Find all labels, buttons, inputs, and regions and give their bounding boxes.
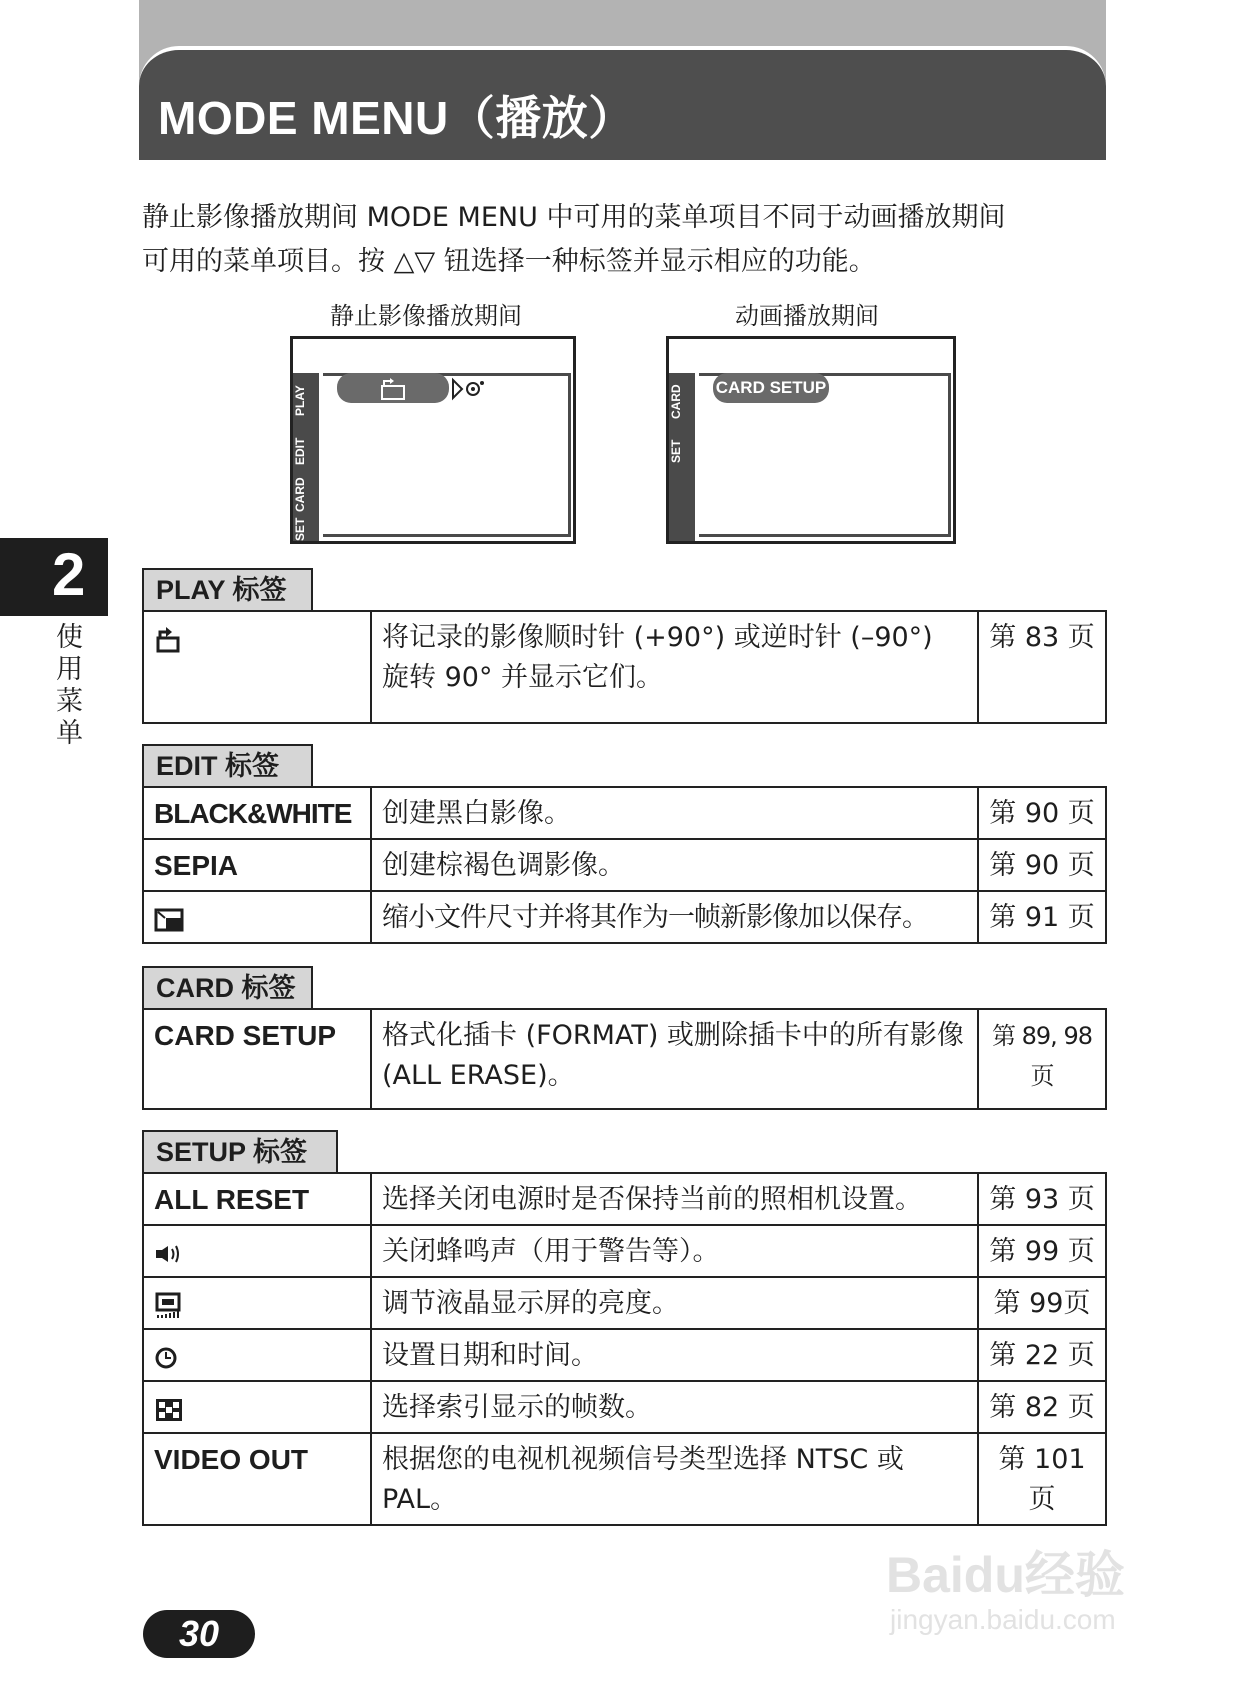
setup-tab-label: SETUP 标签 <box>142 1130 338 1172</box>
item-cell <box>143 611 371 723</box>
page-number: 30 <box>143 1610 255 1658</box>
item-cell: ALL RESET <box>143 1173 371 1225</box>
desc-cell: 调节液晶显示屏的亮度。 <box>371 1277 978 1329</box>
item-cell <box>143 1329 371 1381</box>
monitor-brightness-icon <box>154 1292 184 1320</box>
table-row <box>143 1277 1106 1329</box>
item-cell: CARD SETUP <box>143 1009 371 1109</box>
edit-tab-label: EDIT 标签 <box>142 744 313 786</box>
desc-cell: 选择索引显示的帧数。 <box>371 1381 978 1433</box>
table-row <box>143 1173 1106 1225</box>
watermark-url: jingyan.baidu.com <box>890 1604 1116 1635</box>
page-ref: 第 83 页 <box>978 611 1106 723</box>
desc-cell: 将记录的影像顺时针 (+90°) 或逆时针 (–90°) 旋转 90° 并显示它们。 <box>371 611 978 723</box>
table-row <box>143 787 1106 839</box>
play-table <box>142 610 1107 724</box>
table-row <box>143 611 1106 723</box>
page-ref: 第 101 页 <box>978 1433 1106 1525</box>
page-ref: 第 99 页 <box>978 1225 1106 1277</box>
tab-set: SET <box>293 517 307 541</box>
desc-cell: 创建棕褐色调影像。 <box>371 839 978 891</box>
item-cell <box>143 891 371 943</box>
desc-cell: 设置日期和时间。 <box>371 1329 978 1381</box>
watermark-logo: Baidu经验 <box>886 1547 1125 1603</box>
item-cell <box>143 1277 371 1329</box>
chapter-number: 2 <box>52 541 86 608</box>
index-frames-icon <box>154 1397 184 1423</box>
item-cell <box>143 1225 371 1277</box>
movie-screen-caption: 动画播放期间 <box>735 302 879 330</box>
card-setup-menu-item: CARD SETUP <box>713 373 829 403</box>
rotate-icon <box>376 377 410 401</box>
card-tab-label: CARD 标签 <box>142 966 313 1008</box>
page-ref: 第 90 页 <box>978 839 1106 891</box>
tab-edit: EDIT <box>293 437 307 465</box>
setup-table <box>142 1172 1107 1526</box>
page-title: MODE MENU（播放） <box>158 92 635 144</box>
desc-cell: 缩小文件尺寸并将其作为一帧新影像加以保存。 <box>371 891 978 943</box>
edit-table <box>142 786 1107 944</box>
table-row <box>143 839 1106 891</box>
tab-card: CARD <box>669 384 683 420</box>
table-row <box>143 1009 1106 1109</box>
page-ref: 第 89, 98 页 <box>978 1009 1106 1109</box>
page-ref: 第 99页 <box>978 1277 1106 1329</box>
item-cell: SEPIA <box>143 839 371 891</box>
tab-play: PLAY <box>293 385 307 417</box>
rotate-menu-item <box>337 373 449 403</box>
desc-cell: 选择关闭电源时是否保持当前的照相机设置。 <box>371 1173 978 1225</box>
page-ref: 第 22 页 <box>978 1329 1106 1381</box>
desc-cell: 关闭蜂鸣声（用于警告等）。 <box>371 1225 978 1277</box>
tab-set: SET <box>669 439 683 463</box>
card-table <box>142 1008 1107 1110</box>
still-screen-caption: 静止影像播放期间 <box>330 302 522 330</box>
beep-icon <box>154 1242 184 1266</box>
table-row <box>143 1225 1106 1277</box>
table-row <box>143 1381 1106 1433</box>
page-ref: 第 82 页 <box>978 1381 1106 1433</box>
still-play-screen <box>290 336 576 544</box>
desc-cell: 创建黑白影像。 <box>371 787 978 839</box>
page-ref: 第 93 页 <box>978 1173 1106 1225</box>
movie-play-screen <box>666 336 956 544</box>
rotate-icon <box>154 626 184 654</box>
intro-line-1: 静止影像播放期间 MODE MENU 中可用的菜单项目不同于动画播放期间 <box>142 202 1006 233</box>
item-cell <box>143 1381 371 1433</box>
resize-icon <box>154 908 184 932</box>
clock-icon <box>154 1344 182 1372</box>
table-row <box>143 1329 1106 1381</box>
table-row <box>143 1433 1106 1525</box>
page-ref: 第 91 页 <box>978 891 1106 943</box>
intro-paragraph <box>142 196 1112 284</box>
arrow-right-icon <box>451 377 491 401</box>
page-ref: 第 90 页 <box>978 787 1106 839</box>
item-cell: BLACK&WHITE <box>143 787 371 839</box>
desc-cell: 格式化插卡 (FORMAT) 或删除插卡中的所有影像 (ALL ERASE)。 <box>371 1009 978 1109</box>
table-row <box>143 891 1106 943</box>
tab-card: CARD <box>293 477 307 513</box>
chapter-label: 使用菜单 <box>56 622 83 749</box>
desc-cell: 根据您的电视机视频信号类型选择 NTSC 或 PAL。 <box>371 1433 978 1525</box>
intro-line-2: 可用的菜单项目。按 △▽ 钮选择一种标签并显示相应的功能。 <box>142 246 876 277</box>
play-tab-label: PLAY 标签 <box>142 568 313 610</box>
item-cell: VIDEO OUT <box>143 1433 371 1525</box>
